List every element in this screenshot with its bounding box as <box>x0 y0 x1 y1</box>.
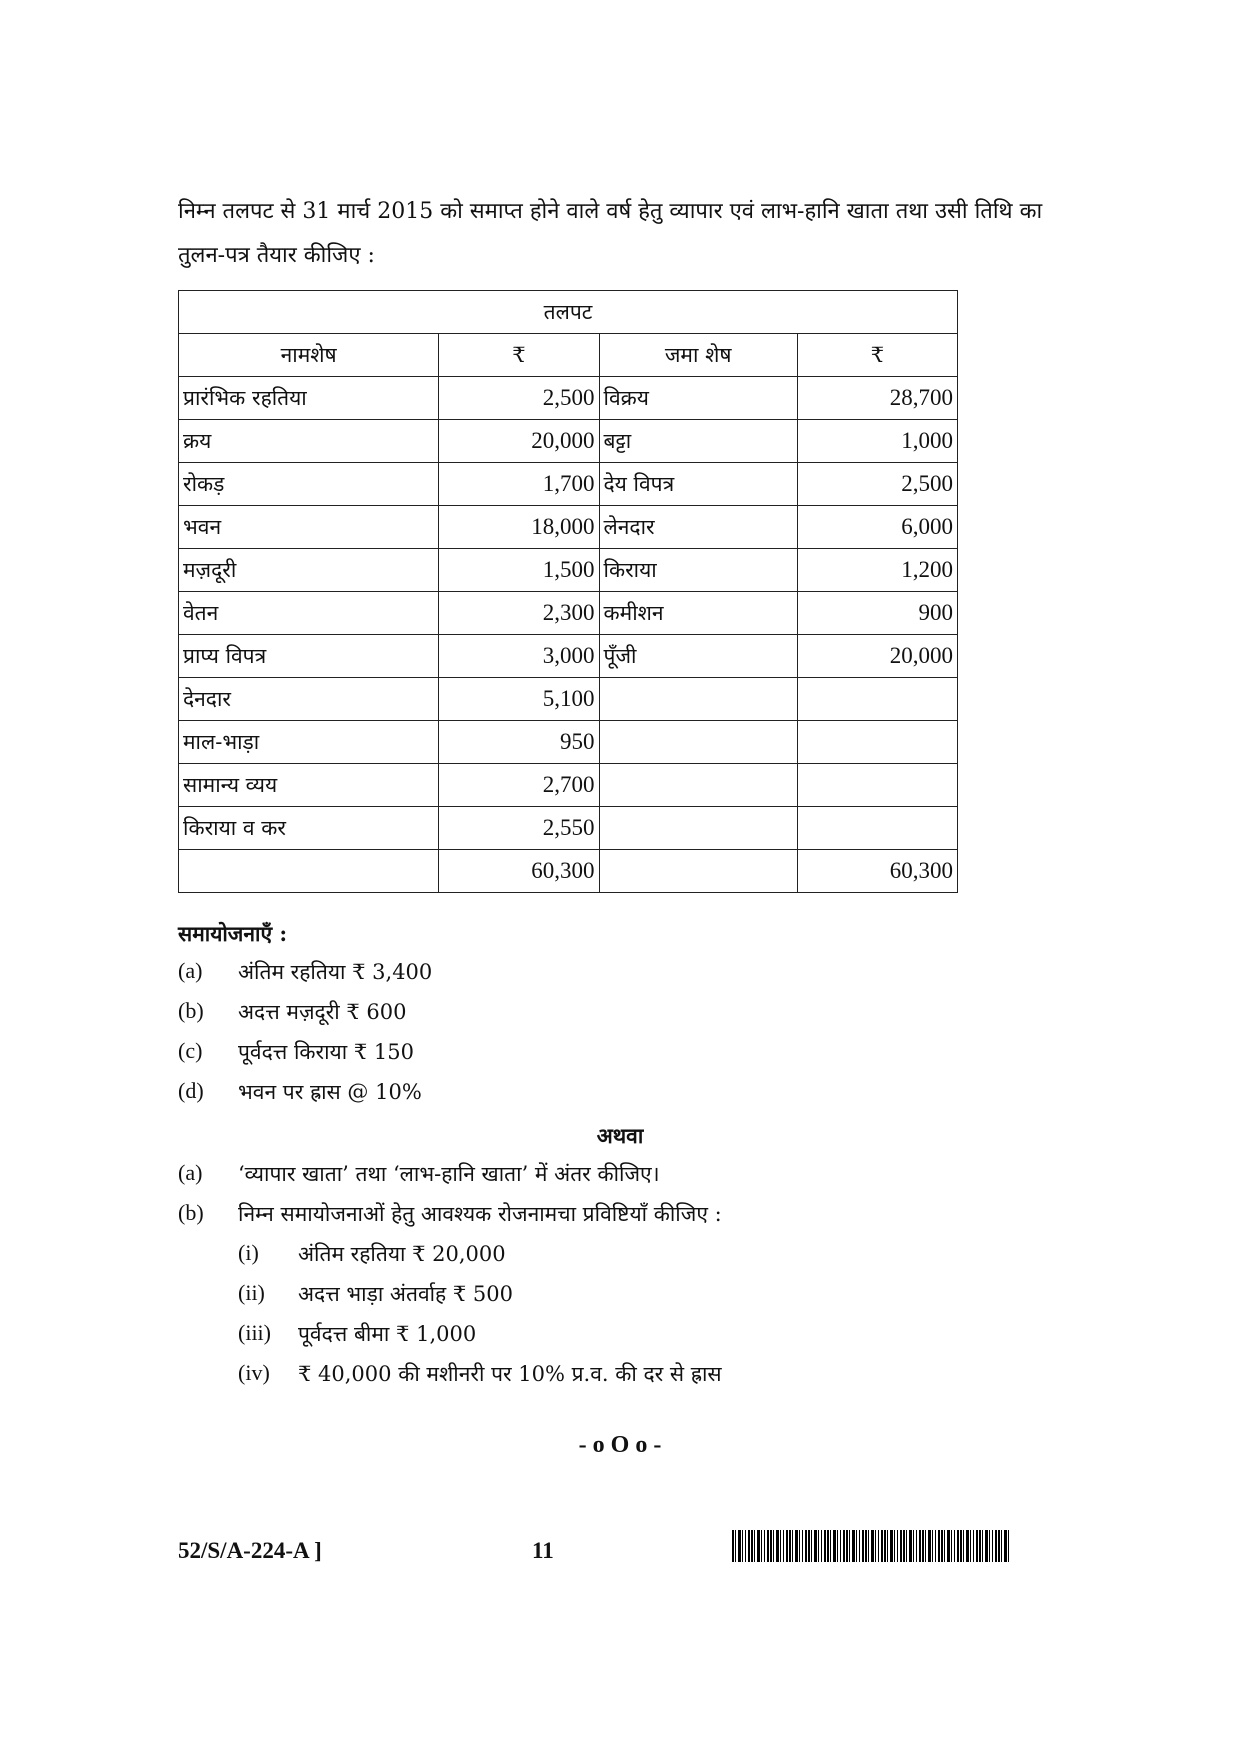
table-total-row <box>179 850 958 893</box>
sub-item-text: अदत्त भाड़ा अंतर्वाह ₹ 500 <box>298 1282 514 1306</box>
credit-amount: 28,700 <box>797 377 957 420</box>
header-credit: जमा शेष <box>599 334 797 377</box>
credit-amount: 1,200 <box>797 549 957 592</box>
credit-account <box>599 721 797 764</box>
credit-amount <box>797 764 957 807</box>
debit-account: क्रय <box>179 420 439 463</box>
table-row <box>179 807 958 850</box>
item-text: भवन पर ह्रास @ 10% <box>238 1080 422 1104</box>
credit-amount: 900 <box>797 592 957 635</box>
debit-amount: 18,000 <box>439 506 599 549</box>
item-text: अदत्त मज़दूरी ₹ 600 <box>238 1000 407 1024</box>
sub-item-text: अंतिम रहतिया ₹ 20,000 <box>298 1242 506 1266</box>
debit-account: मज़दूरी <box>179 549 439 592</box>
debit-amount: 2,300 <box>439 592 599 635</box>
table-row <box>179 420 958 463</box>
debit-amount: 5,100 <box>439 678 599 721</box>
credit-amount <box>797 807 957 850</box>
item-marker: (c) <box>178 1038 203 1063</box>
total-label <box>179 850 439 893</box>
barcode-icon <box>732 1530 1010 1562</box>
intro-line-2: तुलन-पत्र तैयार कीजिए : <box>178 243 375 268</box>
item-marker: (b) <box>178 1200 204 1225</box>
debit-amount: 3,000 <box>439 635 599 678</box>
sub-item-marker: (ii) <box>238 1280 265 1305</box>
credit-amount: 2,500 <box>797 463 957 506</box>
item-marker: (a) <box>178 958 203 983</box>
table-row <box>179 549 958 592</box>
credit-amount <box>797 721 957 764</box>
debit-total: 60,300 <box>439 850 599 893</box>
debit-account: भवन <box>179 506 439 549</box>
total-label-credit <box>599 850 797 893</box>
credit-account <box>599 807 797 850</box>
debit-account: रोकड़ <box>179 463 439 506</box>
table-header-row <box>179 334 958 377</box>
credit-amount: 1,000 <box>797 420 957 463</box>
end-mark: - o O o - <box>578 1432 662 1458</box>
debit-amount: 2,500 <box>439 377 599 420</box>
paper-code: 52/S/A-224-A ] <box>178 1538 322 1563</box>
debit-amount: 1,500 <box>439 549 599 592</box>
sub-item-text: पूर्वदत्त बीमा ₹ 1,000 <box>298 1322 477 1346</box>
table-title: तलपट <box>179 291 958 334</box>
debit-account: वेतन <box>179 592 439 635</box>
debit-account: प्रारंभिक रहतिया <box>179 377 439 420</box>
header-credit-amount: ₹ <box>797 334 957 377</box>
table-row <box>179 377 958 420</box>
debit-account: माल-भाड़ा <box>179 721 439 764</box>
credit-amount <box>797 678 957 721</box>
intro-line-1: निम्न तलपट से 31 मार्च 2015 को समाप्त होने वाले वर्ष हेतु व्यापार एवं लाभ-हानि खाता तथा उसी तिथि का <box>178 199 1043 224</box>
table-title-row <box>179 291 958 334</box>
sub-item-text: ₹ 40,000 की मशीनरी पर 10% प्र.व. की दर से ह्रास <box>298 1362 722 1386</box>
debit-account: देनदार <box>179 678 439 721</box>
credit-amount: 20,000 <box>797 635 957 678</box>
credit-account: कमीशन <box>599 592 797 635</box>
credit-account: विक्रय <box>599 377 797 420</box>
debit-amount: 1,700 <box>439 463 599 506</box>
table-row <box>179 635 958 678</box>
debit-account: सामान्य व्यय <box>179 764 439 807</box>
debit-account: प्राप्य विपत्र <box>179 635 439 678</box>
table-row <box>179 678 958 721</box>
item-marker: (a) <box>178 1160 203 1185</box>
credit-account <box>599 764 797 807</box>
credit-account: देय विपत्र <box>599 463 797 506</box>
item-text: पूर्वदत्त किराया ₹ 150 <box>238 1040 414 1064</box>
debit-amount: 20,000 <box>439 420 599 463</box>
credit-total: 60,300 <box>797 850 957 893</box>
sub-item-marker: (iv) <box>238 1360 270 1385</box>
sub-item-marker: (i) <box>238 1240 259 1265</box>
debit-amount: 950 <box>439 721 599 764</box>
or-label: अथवा <box>596 1123 644 1148</box>
table-row <box>179 592 958 635</box>
credit-account: पूँजी <box>599 635 797 678</box>
table-row <box>179 721 958 764</box>
credit-account: लेनदार <box>599 506 797 549</box>
credit-account <box>599 678 797 721</box>
credit-account: बट्टा <box>599 420 797 463</box>
item-text: निम्न समायोजनाओं हेतु आवश्यक रोजनामचा प्रविष्टियाँ कीजिए : <box>238 1202 722 1226</box>
adjustments-heading: समायोजनाएँ : <box>178 921 288 946</box>
item-marker: (b) <box>178 998 204 1023</box>
question-intro <box>178 190 1078 278</box>
table-row <box>179 463 958 506</box>
item-text: अंतिम रहतिया ₹ 3,400 <box>238 960 433 984</box>
trial-balance-table <box>178 290 958 893</box>
credit-account: किराया <box>599 549 797 592</box>
header-debit: नामशेष <box>179 334 439 377</box>
debit-amount: 2,550 <box>439 807 599 850</box>
table-row <box>179 506 958 549</box>
header-debit-amount: ₹ <box>439 334 599 377</box>
table-row <box>179 764 958 807</box>
page-number: 11 <box>532 1538 554 1563</box>
sub-item-marker: (iii) <box>238 1320 271 1345</box>
item-marker: (d) <box>178 1078 204 1103</box>
debit-account: किराया व कर <box>179 807 439 850</box>
credit-amount: 6,000 <box>797 506 957 549</box>
item-text: ‘व्यापार खाता’ तथा ‘लाभ-हानि खाता’ में अंतर कीजिए। <box>238 1162 660 1186</box>
debit-amount: 2,700 <box>439 764 599 807</box>
